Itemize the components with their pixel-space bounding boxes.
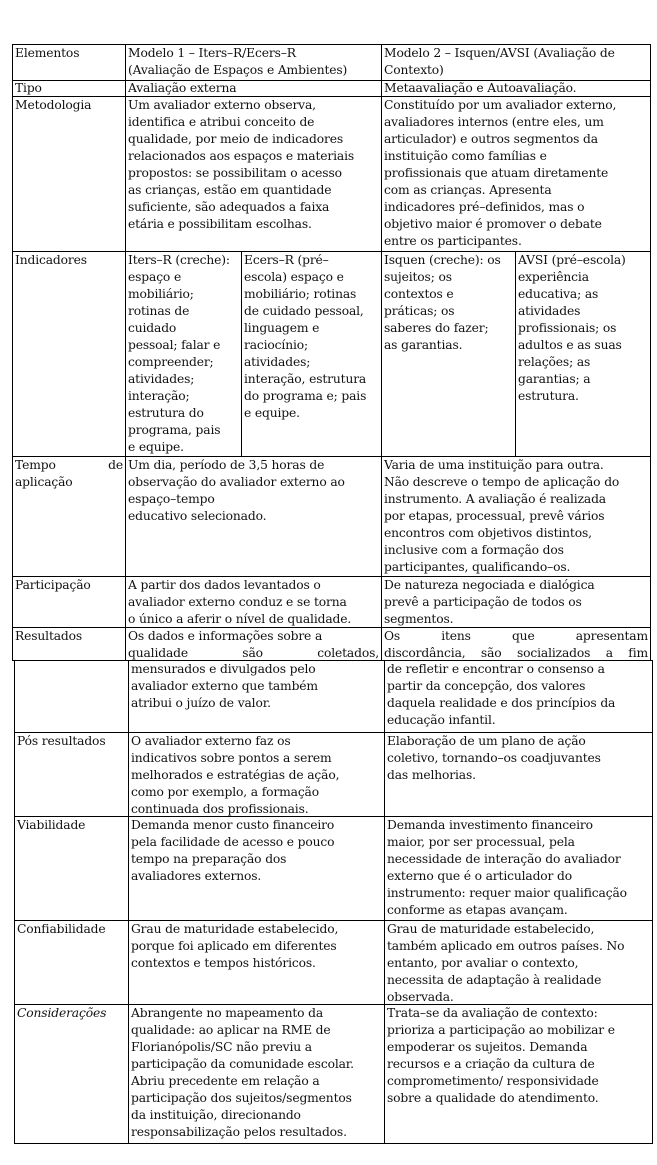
tempo-label-line-1: Tempo de	[15, 458, 123, 472]
row-label-tipo: Tipo	[12, 80, 126, 97]
row-label-indicadores: Indicadores	[12, 251, 126, 457]
viabilidade-modelo-2: Demanda investimento financeiro maior, por ser processual, pela necessidade de interação do avaliador externo que é o articulador do instrumento: requer maior qualificação conforme as etapas avançam.	[384, 816, 653, 921]
resultados-m1-line-1: Os dados e informações sobre a	[128, 629, 323, 643]
consideracoes-modelo-2: Trata–se da avaliação de contexto: prioriza a participação ao mobilizar e empoderar os sujeitos. Demanda recursos e a criação da cultura de comprometimento/ responsividade sobre a qualidade do atendimento.	[384, 1004, 653, 1144]
row-label-tempo	[12, 456, 126, 577]
row-label-resultados: Resultados	[12, 627, 126, 661]
header-modelo-1: Modelo 1 – Iters–R/Ecers–R (Avaliação de Espaços e Ambientes)	[125, 44, 382, 81]
resultados-modelo-2-rest: de refletir e encontrar o consenso a partir da concepção, dos valores daquela realidade e dos princípios da educação infantil.	[384, 660, 653, 733]
header-elementos: Elementos	[12, 44, 126, 81]
resultados-modelo-2-top	[381, 627, 651, 661]
resultados-m1-line-2: qualidade são coletados,	[128, 646, 379, 660]
participacao-modelo-2: De natureza negociada e dialógica prevê a participação de todos os segmentos.	[381, 576, 651, 628]
row-label-pos-resultados: Pós resultados	[14, 732, 129, 817]
tempo-label-line-2: aplicação	[15, 475, 73, 489]
tipo-modelo-1: Avaliação externa	[125, 80, 382, 97]
resultados-m2-line-1: Os itens que apresentam	[384, 629, 648, 643]
row-label-metodologia: Metodologia	[12, 96, 126, 252]
metodologia-modelo-2: Constituído por um avaliador externo, avaliadores internos (entre eles, um articulador) e outros segmentos da instituição como famílias e profissionais que atuam diretamente com as crianças. Apresenta indicadores pré–definidos, mas o objetivo maior é promover o debate entre os participantes.	[381, 96, 651, 252]
row-label-participacao: Participação	[12, 576, 126, 628]
row-label-confiabilidade: Confiabilidade	[14, 920, 129, 1005]
row-label-viabilidade: Viabilidade	[14, 816, 129, 921]
row-label-consideracoes: Considerações	[14, 1004, 129, 1144]
header-modelo-2: Modelo 2 – Isquen/AVSI (Avaliação de Contexto)	[381, 44, 651, 81]
confiabilidade-modelo-2: Grau de maturidade estabelecido, também aplicado em outros países. No entanto, por avaliar o contexto, necessita de adaptação à realidade observada.	[384, 920, 653, 1005]
pos-resultados-modelo-1: O avaliador externo faz os indicativos sobre pontos a serem melhorados e estratégias de ação, como por exemplo, a formação continuada dos profissionais.	[128, 732, 385, 817]
tempo-modelo-2: Varia de uma instituição para outra. Não descreve o tempo de aplicação do instrumento. A avaliação é realizada por etapas, processual, prevê vários encontros com objetivos distintos, inclusive com a formação dos participantes, qualificando–os.	[381, 456, 651, 577]
indicadores-iters: Iters–R (creche): espaço e mobiliário; rotinas de cuidado pessoal; falar e compreender; atividades; interação; estrutura do programa, pais e equipe.	[125, 251, 242, 457]
resultados-m2-line-2: discordância, são socializados a fim	[384, 646, 648, 660]
viabilidade-modelo-1: Demanda menor custo financeiro pela facilidade de acesso e pouco tempo na preparação dos avaliadores externos.	[128, 816, 385, 921]
tipo-modelo-2: Metaavaliação e Autoavaliação.	[381, 80, 651, 97]
indicadores-avsi: AVSI (pré–escola) experiência educativa; as atividades profissionais; os adultos e as suas relações; as garantias; a estrutura.	[515, 251, 651, 457]
indicadores-isquen: Isquen (creche): os sujeitos; os contextos e práticas; os saberes do fazer; as garantias.	[381, 251, 516, 457]
indicadores-ecers: Ecers–R (pré– escola) espaço e mobiliário; rotinas de cuidado pessoal, linguagem e raciocínio; atividades; interação, estrutura do programa e; pais e equipe.	[241, 251, 382, 457]
participacao-modelo-1: A partir dos dados levantados o avaliador externo conduz e se torna o único a aferir o nível de qualidade.	[125, 576, 382, 628]
resultados-label-continuation	[14, 660, 129, 733]
metodologia-modelo-1: Um avaliador externo observa, identifica e atribui conceito de qualidade, por meio de indicadores relacionados aos espaços e materiais propostos: se possibilitam o acesso as crianças, estão em quantidade suficiente, são adequados a faixa etária e possibilitam escolhas.	[125, 96, 382, 252]
confiabilidade-modelo-1: Grau de maturidade estabelecido, porque foi aplicado em diferentes contextos e tempos históricos.	[128, 920, 385, 1005]
resultados-modelo-1-top	[125, 627, 382, 661]
resultados-modelo-1-rest: mensurados e divulgados pelo avaliador externo que também atribui o juízo de valor.	[128, 660, 385, 733]
tempo-modelo-1: Um dia, período de 3,5 horas de observação do avaliador externo ao espaço–tempo educativo selecionado.	[125, 456, 382, 577]
pos-resultados-modelo-2: Elaboração de um plano de ação coletivo, tornando–os coadjuvantes das melhorias.	[384, 732, 653, 817]
consideracoes-modelo-1: Abrangente no mapeamento da qualidade: ao aplicar na RME de Florianópolis/SC não previu a participação da comunidade escolar. Abriu precedente em relação a participação dos sujeitos/segmentos da instituição, direcionando responsabilização pelos resultados.	[128, 1004, 385, 1144]
